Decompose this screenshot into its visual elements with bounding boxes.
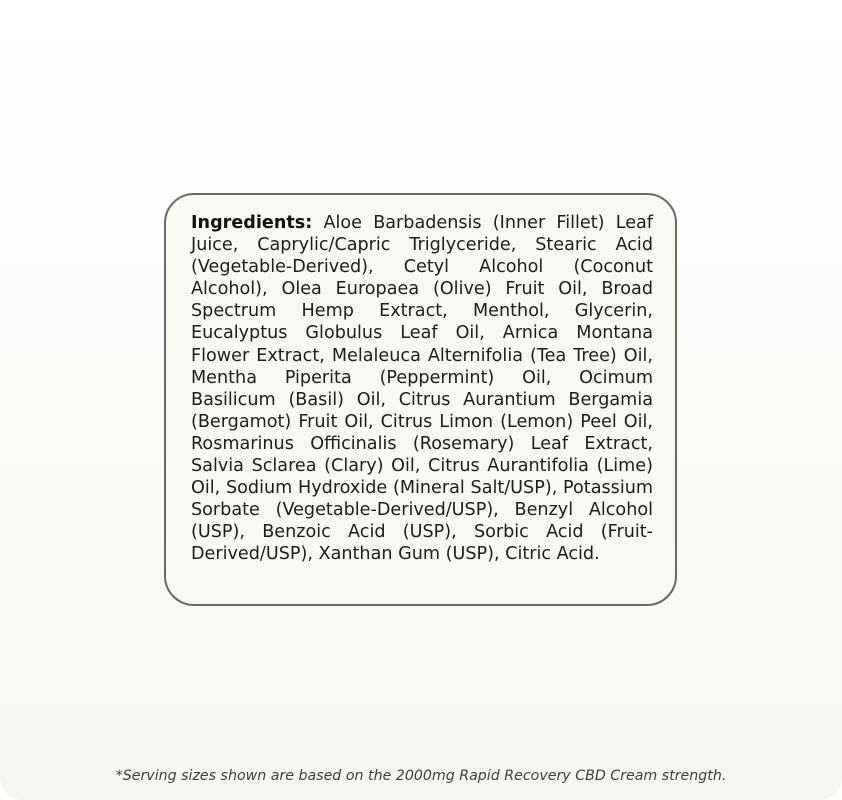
serving-size-footnote: *Serving sizes shown are based on the 2000mg Rapid Recovery CBD Cream strength. bbox=[115, 768, 727, 784]
ingredients-heading: Ingredients: bbox=[191, 213, 313, 233]
ingredients-panel bbox=[164, 193, 677, 606]
ingredients-text: Aloe Barbadensis (Inner Fillet) Leaf Juice, Caprylic/Capric Triglyceride, Stearic Acid (Vegetable-Derived), Cetyl Alcohol (Coconut Alcohol), Olea Europaea (Olive) Fruit Oil, Broad Spectrum Hemp Extract, Menthol, Glycerin, Eucalyptus Globulus Leaf Oil, Arnica Montana Flower Extract, Melaleuca Alternifolia (Tea Tree) Oil, Mentha Piperita (Peppermint) Oil, Ocimum Basilicum (Basil) Oil, Citrus Aurantium Bergamia (Bergamot) Fruit Oil, Citrus Limon (Lemon) Peel Oil, Rosmarinus Officinalis (Rosemary) Leaf Extract, Salvia Sclarea (Clary) Oil, Citrus Aurantifolia (Lime) Oil, Sodium Hydroxide (Mineral Salt/USP), Potassium Sorbate (Vegetable-Derived/USP), Benzyl Alcohol (USP), Benzoic Acid (USP), Sorbic Acid (Fruit-Derived/USP), Xanthan Gum (USP), Citric Acid. bbox=[191, 213, 653, 565]
ingredients-list bbox=[191, 212, 653, 566]
